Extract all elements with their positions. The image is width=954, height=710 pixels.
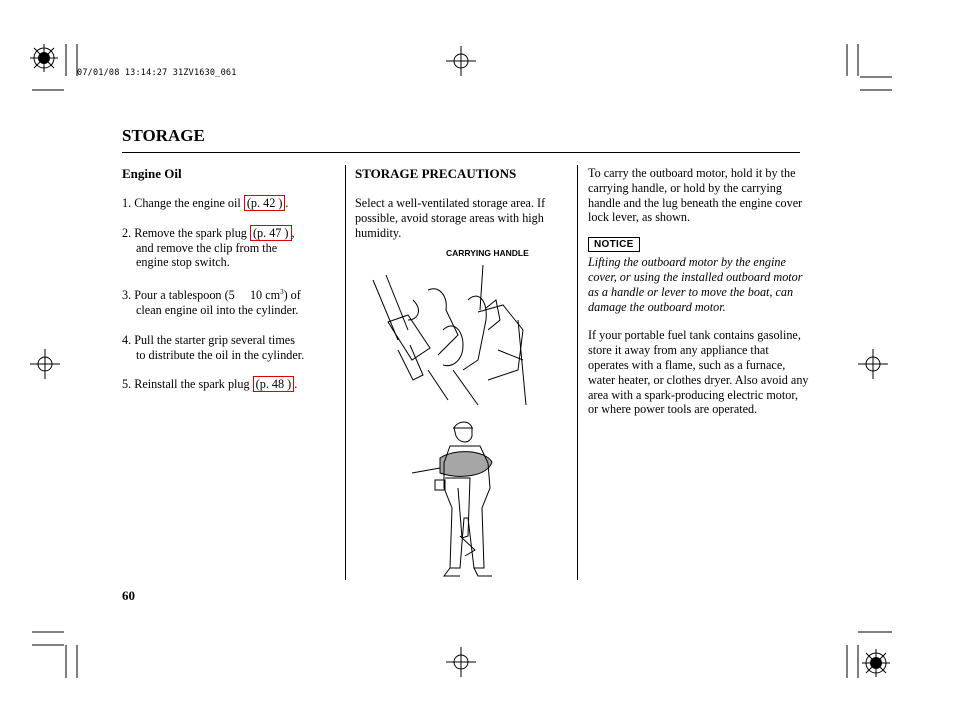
title-rule: [122, 152, 800, 153]
paragraph: To carry the outboard motor, hold it by the carrying handle, or hold by the carrying handle and the lug beneath the engine cover lock lever, as shown.: [588, 166, 803, 225]
storage-precautions-section: [355, 166, 567, 240]
crosshair-icon: [446, 647, 476, 677]
page-link[interactable]: (p. 47 ): [250, 225, 292, 241]
carrying-handle-illustration: [368, 260, 528, 408]
engine-oil-section: [122, 166, 337, 407]
print-stamp: 07/01/08 13:14:27 31ZV1630_061: [77, 68, 237, 78]
list-item: 2. Remove the spark plug (p. 47 ) , and remove the clip from the engine stop switch.: [122, 225, 295, 270]
paragraph: If your portable fuel tank contains gasoline, store it away from any appliance that operates with a flame, such as a furnace, water heater, or clothes dryer. Also avoid any area with a spark-producing electric motor, or where power tools are operated.: [588, 328, 809, 417]
page-title: STORAGE: [122, 126, 205, 145]
crosshair-icon: [858, 349, 888, 379]
page-link[interactable]: (p. 42 ): [244, 195, 286, 211]
column-divider: [577, 165, 578, 580]
figure-caption: CARRYING HANDLE: [446, 248, 529, 258]
notice-badge: NOTICE: [588, 237, 640, 252]
registration-target-icon: [30, 44, 58, 72]
list-item: 5. Reinstall the spark plug (p. 48 ) .: [122, 377, 298, 392]
registration-target-icon: [862, 649, 890, 677]
person-carrying-motor-illustration: [410, 418, 520, 580]
list-item: 1. Change the engine oil (p. 42 ) .: [122, 196, 289, 210]
page-link[interactable]: (p. 48 ): [253, 376, 295, 392]
list-item: 3. Pour a tablespoon (5 10 $cm^3$) of clean engine oil into the cylinder.: [122, 288, 301, 318]
crosshair-icon: [446, 46, 476, 76]
paragraph: Select a well-ventilated storage area. If possible, avoid storage areas with high humidity.: [355, 196, 546, 240]
notice-text: Lifting the outboard motor by the engine cover, or using the installed outboard motor as a handle or lever to move the boat, can damage the outboard motor.: [588, 255, 803, 314]
section-heading: Engine Oil: [122, 166, 182, 181]
carrying-section: [588, 166, 810, 417]
list-item: 4. Pull the starter grip several times to distribute the oil in the cylinder.: [122, 332, 305, 362]
section-heading: STORAGE PRECAUTIONS: [355, 166, 517, 181]
page-number: 60: [122, 588, 135, 603]
column-divider: [345, 165, 346, 580]
crosshair-icon: [30, 349, 60, 379]
